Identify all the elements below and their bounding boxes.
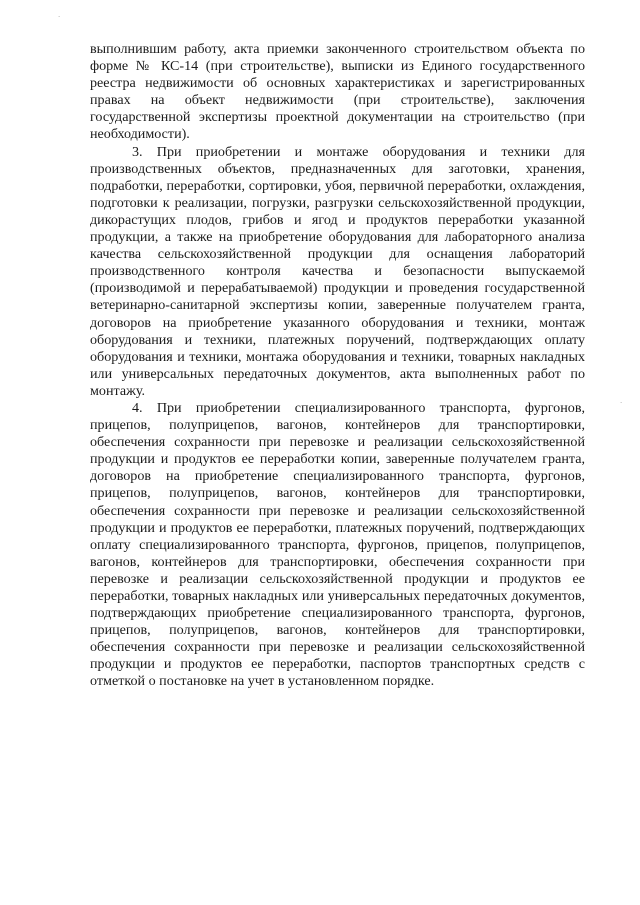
paragraph-continuation: выполнившим работу, акта приемки законченного строительством объекта по форме № КС-14 (при строительстве), выписки из Единого государственного реестра недвижимости об основных характеристиках и зарегистрированных правах на объект недвижимости (при строительстве), заключения государственной экспертизы проектной документации на строительство (при необходимости). bbox=[90, 41, 585, 143]
scan-mark-top: · bbox=[58, 13, 61, 21]
paragraph-item-3: 3. При приобретении и монтаже оборудования и техники для производственных объектов, предназначенных для заготовки, хранения, подработки, переработки, сортировки, убоя, первичной переработки, охлаждения, подготовки к реализации, погрузки, разгрузки сельскохозяйственной продукции, дикорастущих плодов, грибов и ягод и продуктов переработки указанной продукции, а также на приобретение оборудования для лабораторного анализа качества сельскохозяйственной продукции для оснащения лабораторий производственного контроля качества и безопасности выпускаемой (производимой и перерабатываемой) продукции и проведения государственной ветеринарно-санитарной экспертизы копии, заверенные получателем гранта, договоров на приобретение указанного оборудования и техники, монтаж оборудования и техники, платежных поручений, подтверждающих оплату оборудования и техники, монтажа оборудования и техники, товарных накладных или универсальных передаточных документов, акта выполненных работ по монтажу. bbox=[90, 143, 585, 399]
document-body bbox=[90, 41, 585, 691]
paragraph-item-4: 4. При приобретении специализированного транспорта, фургонов, прицепов, полуприцепов, вагонов, контейнеров для транспортировки, обеспечения сохранности при перевозке и реализации сельскохозяйственной продукции и продуктов ее переработки копии, заверенные получателем гранта, договоров на приобретение специализированного транспорта, фургонов, прицепов, полуприцепов, вагонов, контейнеров для транспортировки, обеспечения сохранности при перевозке и реализации сельскохозяйственной продукции и продуктов ее переработки, платежных поручений, подтверждающих оплату специализированного транспорта, фургонов, прицепов, полуприцепов, вагонов, контейнеров для транспортировки, обеспечения сохранности при перевозке и реализации сельскохозяйственной продукции и продуктов ее переработки, товарных накладных или универсальных передаточных документов, подтверждающих приобретение специализированного транспорта, фургонов, прицепов, полуприцепов, вагонов, контейнеров для транспортировки, обеспечения сохранности при перевозке и реализации сельскохозяйственной продукции и продуктов ее переработки, паспортов транспортных средств с отметкой о постановке на учет в установленном порядке. bbox=[90, 399, 585, 690]
scan-mark-right: · bbox=[620, 399, 623, 407]
